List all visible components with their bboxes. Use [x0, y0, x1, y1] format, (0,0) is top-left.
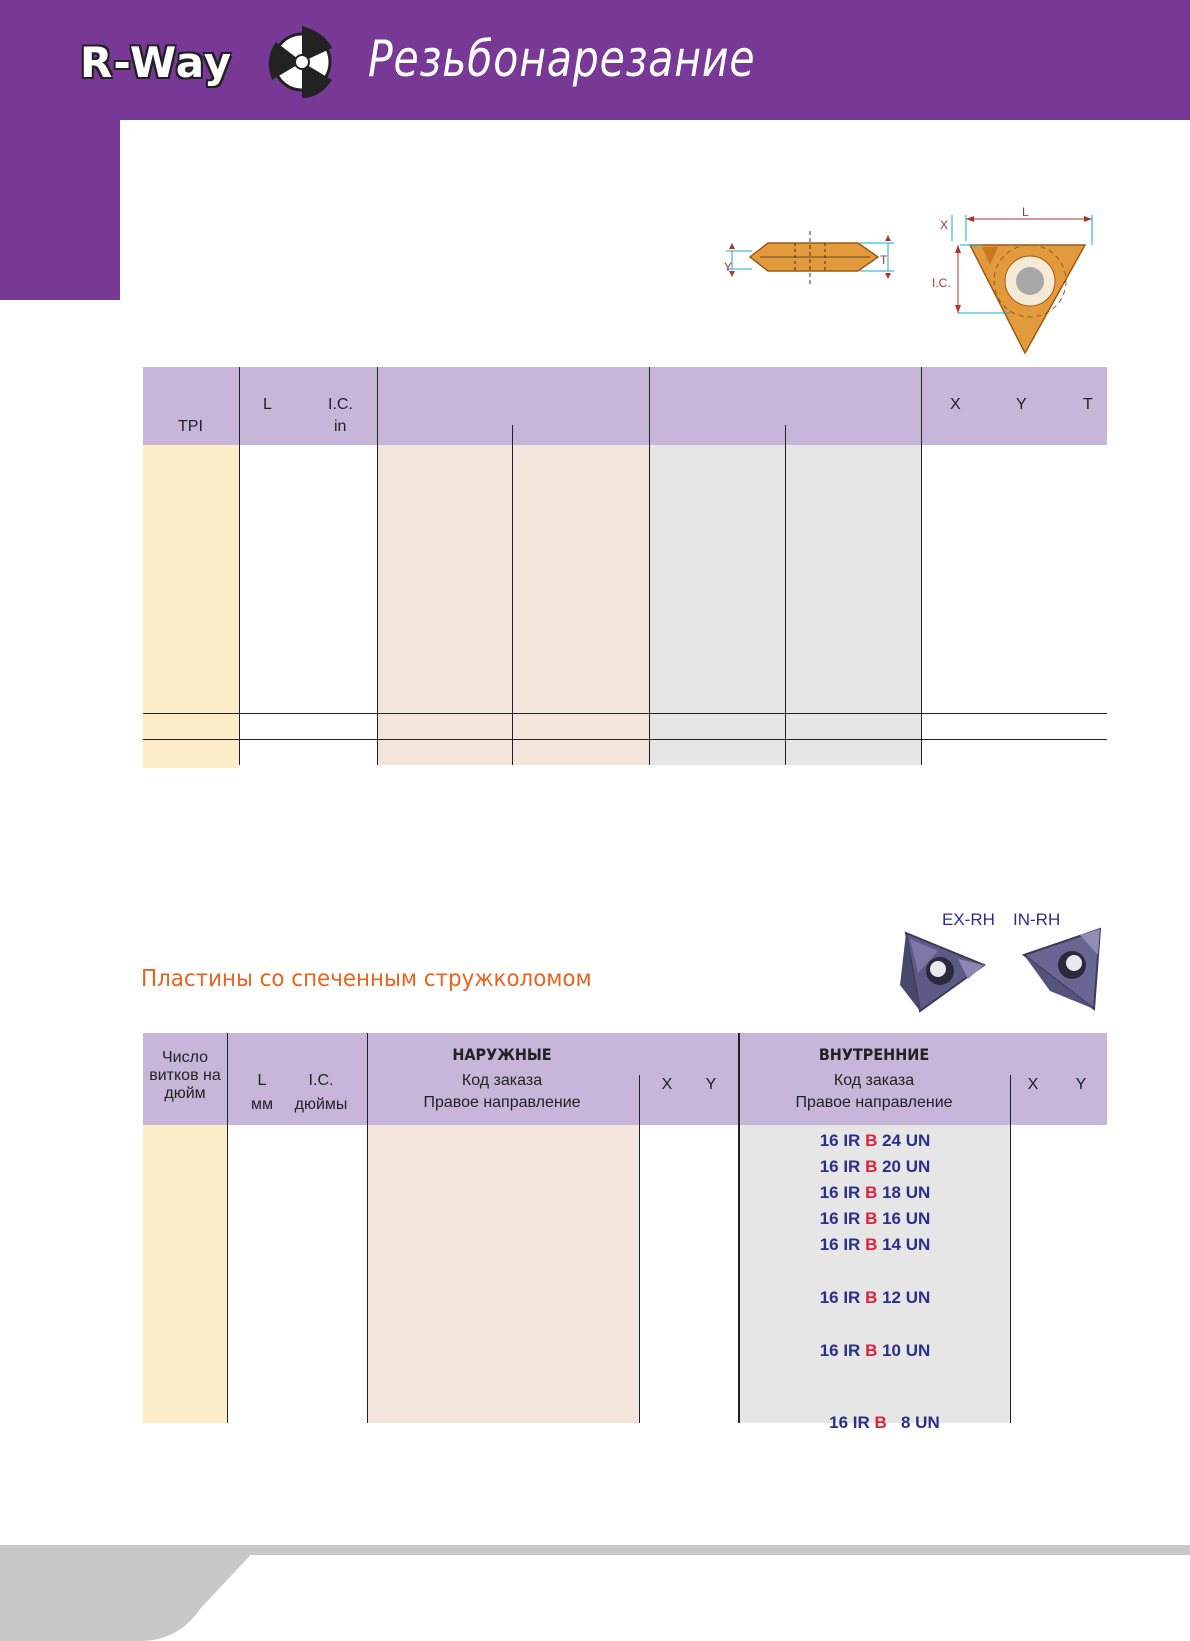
table2-divider — [367, 1033, 368, 1423]
table2-header-tpi: Число витков на дюйм — [149, 1049, 221, 1102]
table2-divider — [639, 1075, 640, 1423]
table1-divider — [649, 367, 650, 765]
side-view-label-t: T — [880, 253, 888, 267]
internal-order-code: 16 IR B 12 UN — [819, 1288, 931, 1307]
internal-order-code: 16 IR B 14 UN — [819, 1235, 931, 1254]
table2-header-external-order-code: Код заказа — [461, 1072, 543, 1089]
table2-header-external: НАРУЖНЫЕ — [452, 1045, 552, 1064]
internal-order-code: 16 IR B 24 UN — [819, 1131, 931, 1150]
table2-divider — [227, 1033, 228, 1423]
table1-divider — [239, 367, 240, 765]
table1-divider — [377, 367, 378, 765]
insert-label-ex-rh: EX-RH — [942, 910, 995, 929]
section-title-sintered-chipbreaker: Пластины со спеченным стружколомом — [141, 966, 592, 992]
insert-side-view-drawing — [720, 225, 900, 295]
triskelion-logo-icon — [262, 22, 342, 102]
table2-header-internal-x: X — [1027, 1076, 1039, 1093]
external-insert-photo-icon — [898, 925, 988, 1017]
table1-row-line — [143, 739, 1107, 740]
top-view-label-ic: I.C. — [932, 276, 951, 290]
table2-col-tpi — [143, 1125, 227, 1423]
table1-header-ic: I.C. — [328, 396, 353, 413]
table2-header-ic-unit: дюймы — [294, 1096, 348, 1113]
table1-header-l: L — [263, 396, 272, 413]
table1-subdivider — [785, 425, 786, 765]
page-title: Резьбонарезание — [368, 30, 756, 88]
table1-header-band — [143, 367, 1107, 445]
header-side-tab — [0, 120, 120, 300]
table1-header-tpi: TPI — [178, 418, 203, 435]
footer-corner-shape — [0, 1545, 260, 1641]
brand-name: R-Way — [80, 38, 233, 87]
insert-top-view-drawing — [930, 205, 1100, 355]
table1-col-tpi — [143, 445, 239, 768]
internal-insert-photo-icon — [1020, 925, 1104, 1017]
table2-header-l-unit: мм — [251, 1096, 273, 1113]
table1-header-x: X — [950, 396, 961, 413]
table2-header-external-direction: Правое направление — [423, 1094, 581, 1111]
internal-order-code: 16 IR B 18 UN — [819, 1183, 931, 1202]
table2-header-internal: ВНУТРЕННИЕ — [818, 1045, 930, 1064]
table1-subdivider — [512, 425, 513, 765]
internal-order-code: 16 IR B 20 UN — [819, 1157, 931, 1176]
internal-order-code: 16 IR B 8 UN — [829, 1413, 940, 1432]
table2-header-internal-order-code: Код заказа — [833, 1072, 915, 1089]
table2-col-external — [367, 1125, 639, 1423]
table2-header-ic: I.C. — [308, 1072, 334, 1089]
table1-divider — [921, 367, 922, 765]
table1-col-external — [377, 445, 649, 765]
table2-header-internal-y: Y — [1075, 1076, 1087, 1093]
table1-header-t: T — [1083, 396, 1093, 413]
table1-row-line — [143, 713, 1107, 714]
table1-header-y: Y — [1016, 396, 1027, 413]
table2-header-external-y: Y — [705, 1076, 717, 1093]
table2-divider — [1010, 1075, 1011, 1423]
table1-header-ic-unit: in — [334, 418, 347, 435]
internal-order-code: 16 IR B 10 UN — [819, 1341, 931, 1360]
table2-header-external-x: X — [661, 1076, 673, 1093]
internal-order-code: 16 IR B 16 UN — [819, 1209, 931, 1228]
table2-header-internal-direction: Правое направление — [795, 1094, 953, 1111]
top-view-label-l: L — [1022, 205, 1029, 219]
top-view-label-x: X — [940, 218, 949, 232]
insert-label-in-rh: IN-RH — [1013, 910, 1061, 929]
side-view-label-y: Y — [724, 260, 733, 274]
table2-header-l: L — [257, 1072, 267, 1089]
